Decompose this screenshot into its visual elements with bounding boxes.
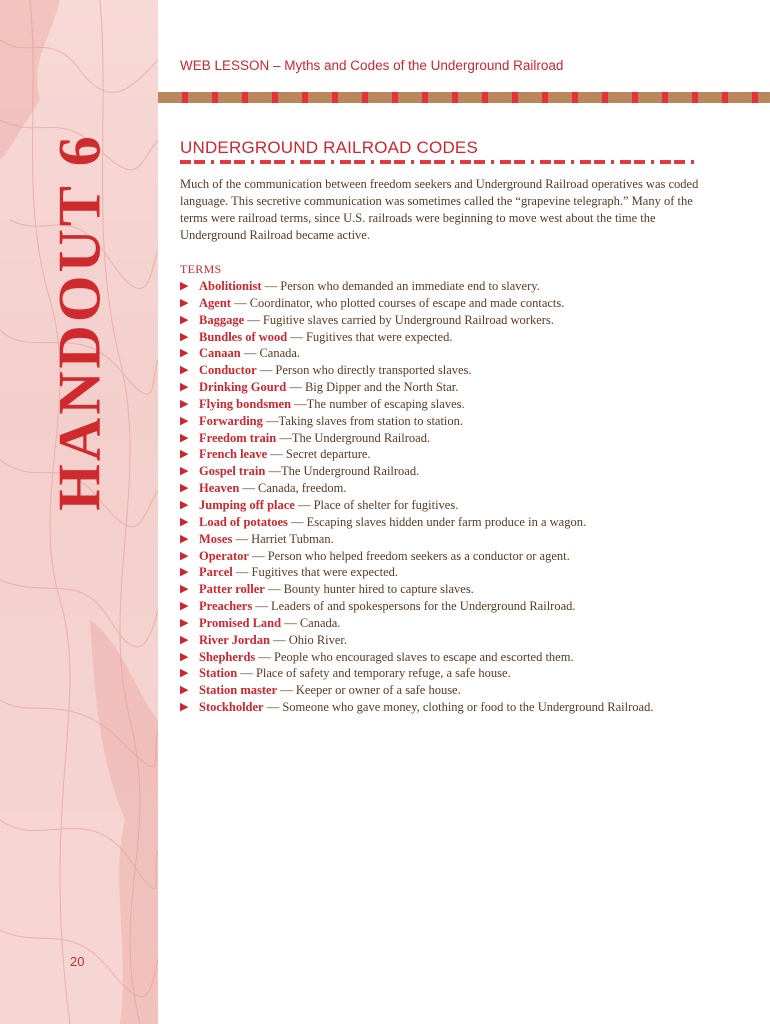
list-item <box>180 278 680 295</box>
term-name: Gospel train <box>199 464 266 479</box>
term-name: Stockholder <box>199 700 264 715</box>
term-name: Station master <box>199 683 278 698</box>
list-item <box>180 312 680 329</box>
triangle-right-icon: ▶ <box>180 313 189 326</box>
term-definition: — Place of safety and temporary refuge, a safe house. <box>237 666 511 681</box>
term-entry <box>199 345 680 362</box>
triangle-right-icon: ▶ <box>180 616 189 629</box>
list-item <box>180 463 680 480</box>
list-item <box>180 480 680 497</box>
term-definition: — Canada. <box>240 346 301 361</box>
term-definition: — Harriet Tubman. <box>232 531 334 546</box>
term-definition: — Escaping slaves hidden under farm produce in a wagon. <box>287 514 587 529</box>
list-item <box>180 598 680 615</box>
terms-list <box>180 278 680 716</box>
list-item <box>180 649 680 666</box>
term-definition: — Coordinator, who plotted courses of escape and made contacts. <box>230 295 565 310</box>
term-name: Preachers <box>199 599 253 614</box>
term-name: Jumping off place <box>199 497 295 512</box>
triangle-right-icon: ▶ <box>180 684 189 697</box>
term-entry <box>199 514 680 531</box>
term-definition: —The Underground Railroad. <box>265 464 420 479</box>
term-definition: — Keeper or owner of a safe house. <box>277 683 461 698</box>
sidebar-panel <box>0 0 158 1024</box>
term-name: Conductor <box>199 363 257 378</box>
term-name: River Jordan <box>199 632 270 647</box>
list-item <box>180 548 680 565</box>
term-name: Canaan <box>199 346 241 361</box>
list-item <box>180 682 680 699</box>
term-entry <box>199 329 680 346</box>
term-definition: — Ohio River. <box>269 632 348 647</box>
term-entry <box>199 632 680 649</box>
triangle-right-icon: ▶ <box>180 633 189 646</box>
term-entry <box>199 295 680 312</box>
term-name: Moses <box>199 531 233 546</box>
triangle-right-icon: ▶ <box>180 600 189 613</box>
term-name: Station <box>199 666 238 681</box>
term-name: Flying bondsmen <box>199 396 292 411</box>
term-name: Bundles of wood <box>199 329 288 344</box>
triangle-right-icon: ▶ <box>180 566 189 579</box>
term-definition: — Person who demanded an immediate end to slavery. <box>261 279 540 293</box>
term-definition: — Big Dipper and the North Star. <box>286 380 459 395</box>
term-entry <box>199 497 680 514</box>
web-lesson-header: WEB LESSON – Myths and Codes of the Underground Railroad <box>180 58 564 73</box>
list-item <box>180 615 680 632</box>
term-definition: — Fugitive slaves carried by Underground Railroad workers. <box>244 312 554 327</box>
term-name: Agent <box>199 295 231 310</box>
list-item <box>180 446 680 463</box>
term-entry <box>199 598 680 615</box>
triangle-right-icon: ▶ <box>180 347 189 360</box>
term-name: Load of potatoes <box>199 514 288 529</box>
list-item <box>180 329 680 346</box>
list-item <box>180 514 680 531</box>
terms-heading: TERMS <box>180 262 222 276</box>
term-definition: — Bounty hunter hired to capture slaves. <box>264 582 474 597</box>
list-item <box>180 497 680 514</box>
triangle-right-icon: ▶ <box>180 431 189 444</box>
term-name: Operator <box>199 548 249 563</box>
term-entry <box>199 463 680 480</box>
term-definition: — Secret departure. <box>267 447 371 462</box>
triangle-right-icon: ▶ <box>180 296 189 309</box>
triangle-right-icon: ▶ <box>180 701 189 714</box>
term-entry <box>199 548 680 565</box>
term-definition: — Place of shelter for fugitives. <box>294 497 459 512</box>
railroad-track-divider <box>158 92 770 103</box>
triangle-right-icon: ▶ <box>180 465 189 478</box>
term-entry <box>199 379 680 396</box>
triangle-right-icon: ▶ <box>180 448 189 461</box>
triangle-right-icon: ▶ <box>180 397 189 410</box>
triangle-right-icon: ▶ <box>180 330 189 343</box>
term-definition: — Someone who gave money, clothing or food to the Underground Railroad. <box>263 700 654 715</box>
list-item <box>180 362 680 379</box>
term-definition: — Leaders of and spokespersons for the Underground Railroad. <box>252 599 576 614</box>
list-item <box>180 699 680 716</box>
term-name: Abolitionist <box>199 279 262 293</box>
term-entry <box>199 396 680 413</box>
term-entry <box>199 446 680 463</box>
term-name: French leave <box>199 447 268 462</box>
term-entry <box>199 278 680 295</box>
term-entry <box>199 312 680 329</box>
list-item <box>180 345 680 362</box>
term-definition: — Fugitives that were expected. <box>287 329 453 344</box>
term-name: Heaven <box>199 481 240 496</box>
title-underline <box>180 160 695 164</box>
term-entry <box>199 682 680 699</box>
triangle-right-icon: ▶ <box>180 482 189 495</box>
triangle-right-icon: ▶ <box>180 650 189 663</box>
triangle-right-icon: ▶ <box>180 667 189 680</box>
term-entry <box>199 649 680 666</box>
term-name: Baggage <box>199 312 245 327</box>
term-definition: —The Underground Railroad. <box>276 430 431 445</box>
term-definition: — Canada. <box>281 615 341 630</box>
term-name: Freedom train <box>199 430 277 445</box>
list-item <box>180 531 680 548</box>
triangle-right-icon: ▶ <box>180 549 189 562</box>
term-name: Forwarding <box>199 413 263 428</box>
term-definition: — Fugitives that were expected. <box>232 565 399 580</box>
term-definition: —Taking slaves from station to station. <box>262 413 464 428</box>
term-entry <box>199 581 680 598</box>
term-entry <box>199 362 680 379</box>
triangle-right-icon: ▶ <box>180 414 189 427</box>
term-entry <box>199 699 680 716</box>
triangle-right-icon: ▶ <box>180 280 189 292</box>
term-name: Drinking Gourd <box>199 380 287 395</box>
section-title: UNDERGROUND RAILROAD CODES <box>180 138 479 157</box>
page-number: 20 <box>70 954 85 969</box>
triangle-right-icon: ▶ <box>180 532 189 545</box>
handout-title: HANDOUT 6 <box>46 133 113 511</box>
term-name: Parcel <box>199 565 233 580</box>
term-definition: — Person who helped freedom seekers as a conductor or agent. <box>248 548 570 563</box>
term-entry <box>199 413 680 430</box>
list-item <box>180 665 680 682</box>
list-item <box>180 295 680 312</box>
list-item <box>180 632 680 649</box>
term-definition: —The number of escaping slaves. <box>291 396 465 411</box>
term-entry <box>199 531 680 548</box>
list-item <box>180 430 680 447</box>
term-definition: — Person who directly transported slaves. <box>256 363 472 378</box>
term-name: Promised Land <box>199 615 282 630</box>
term-entry <box>199 665 680 682</box>
list-item <box>180 379 680 396</box>
term-entry <box>199 564 680 581</box>
triangle-right-icon: ▶ <box>180 498 189 511</box>
term-name: Shepherds <box>199 649 256 664</box>
list-item <box>180 581 680 598</box>
list-item <box>180 413 680 430</box>
triangle-right-icon: ▶ <box>180 364 189 377</box>
term-definition: — Canada, freedom. <box>239 481 347 496</box>
term-definition: — People who encouraged slaves to escape and escorted them. <box>255 649 574 664</box>
list-item <box>180 396 680 413</box>
intro-paragraph: Much of the communication between freedom seekers and Underground Railroad operatives was coded language. This secretive communication was sometimes called the “grapevine telegraph.” Many of the terms were railroad terms, since U.S. railroads were beginning to move west about the time the Underground Railroad became active. <box>180 177 699 242</box>
triangle-right-icon: ▶ <box>180 381 189 394</box>
term-entry <box>199 430 680 447</box>
triangle-right-icon: ▶ <box>180 515 189 528</box>
term-entry <box>199 480 680 497</box>
list-item <box>180 564 680 581</box>
term-entry <box>199 615 680 632</box>
triangle-right-icon: ▶ <box>180 583 189 596</box>
term-name: Patter roller <box>199 582 265 597</box>
